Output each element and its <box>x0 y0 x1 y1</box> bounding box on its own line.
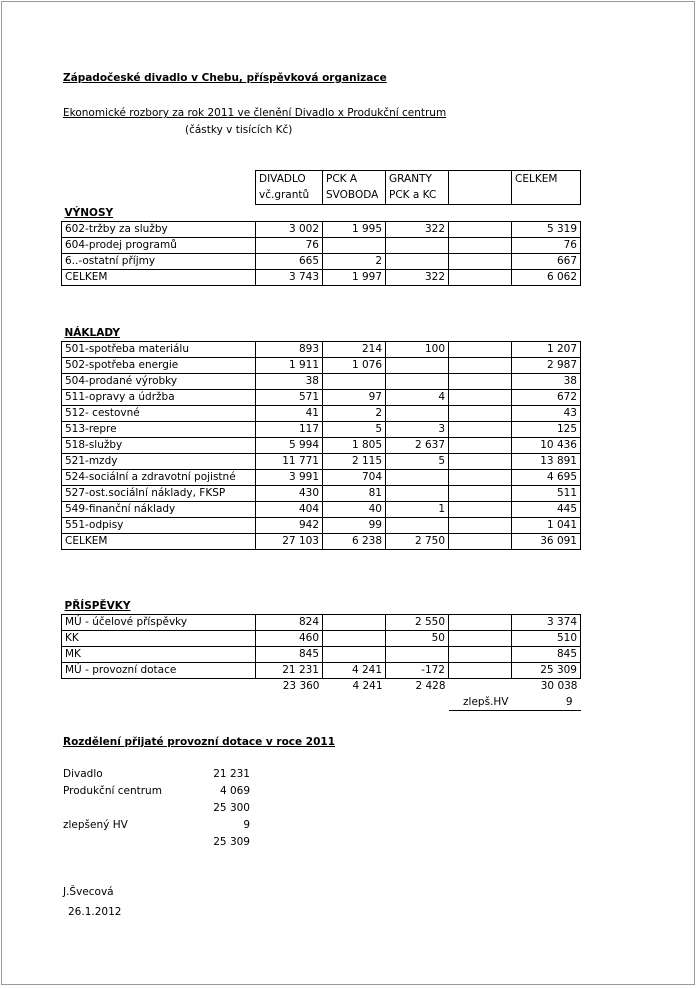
table-row <box>62 222 581 238</box>
organization-title: Západočeské divadlo v Chebu, příspěvková organizace <box>63 72 387 84</box>
cell-divadlo: 11 771 <box>256 453 323 469</box>
cell-granty: 1 <box>386 501 449 517</box>
zlepseni-value: 9 <box>512 694 581 710</box>
cell-granty <box>386 646 449 662</box>
cell-divadlo: 21 231 <box>256 662 323 678</box>
cell-empty <box>449 254 512 270</box>
distribution-label: zlepšený HV <box>63 819 128 831</box>
cell-empty <box>449 405 512 421</box>
row-label: MÚ - účelové příspěvky <box>62 614 256 630</box>
cell-celkem: 510 <box>512 630 581 646</box>
row-label: CELKEM <box>62 270 256 286</box>
cell-divadlo: 3 991 <box>256 469 323 485</box>
cell-pck <box>323 630 386 646</box>
cell-granty: 3 <box>386 421 449 437</box>
cell-granty: 322 <box>386 222 449 238</box>
cell-divadlo: 5 994 <box>256 437 323 453</box>
cell-pck: 5 <box>323 421 386 437</box>
cell-divadlo: 571 <box>256 389 323 405</box>
cell-celkem: 2 987 <box>512 357 581 373</box>
row-label: 6..-ostatní příjmy <box>62 254 256 270</box>
report-title: Ekonomické rozbory za rok 2011 ve členění Divadlo x Produkční centrum <box>63 107 447 119</box>
cell-divadlo: 27 103 <box>256 533 323 549</box>
header-divadlo: DIVADLO vč.grantů <box>256 171 323 205</box>
table-row <box>62 270 581 286</box>
cell-pck: 2 <box>323 254 386 270</box>
vynosy-section <box>62 205 581 286</box>
cell-pck: 1 995 <box>323 222 386 238</box>
cell-divadlo: 942 <box>256 517 323 533</box>
section-title: NÁKLADY <box>64 326 120 339</box>
cell-empty <box>449 389 512 405</box>
naklady-title-row <box>62 324 581 341</box>
header-pck: PCK A SVOBODA <box>323 171 386 205</box>
cell-empty <box>449 646 512 662</box>
cell-granty: 4 <box>386 389 449 405</box>
prispevky-title-row <box>62 597 581 614</box>
signature-name: J.Švecová <box>63 886 114 898</box>
signature-date: 26.1.2012 <box>68 906 122 918</box>
table-row <box>62 533 581 549</box>
cell-celkem: 76 <box>512 238 581 254</box>
cell-granty <box>386 373 449 389</box>
cell-pck <box>323 646 386 662</box>
zlepseni-label: zlepš.HV <box>449 694 512 710</box>
cell-granty: 2 750 <box>386 533 449 549</box>
cell-celkem: 1 041 <box>512 517 581 533</box>
cell-celkem: 13 891 <box>512 453 581 469</box>
cell-divadlo: 117 <box>256 421 323 437</box>
cell-celkem: 4 695 <box>512 469 581 485</box>
cell-divadlo: 665 <box>256 254 323 270</box>
table-row <box>62 254 581 270</box>
prispevky-section <box>62 597 581 678</box>
cell-granty: 2 550 <box>386 614 449 630</box>
cell-celkem: 1 207 <box>512 341 581 357</box>
row-label: 518-služby <box>62 437 256 453</box>
prispevky-totals-row <box>62 678 581 694</box>
cell-empty <box>449 517 512 533</box>
total-pck: 4 241 <box>352 680 383 692</box>
header-celkem: CELKEM <box>512 171 581 205</box>
distribution-value: 4 069 <box>219 785 250 797</box>
cell-empty <box>449 501 512 517</box>
table-header-row <box>62 171 581 205</box>
zlepseni-row <box>62 694 581 710</box>
cell-celkem: 3 374 <box>512 614 581 630</box>
table-row <box>62 238 581 254</box>
cell-empty <box>449 270 512 286</box>
cell-pck: 1 805 <box>323 437 386 453</box>
cell-pck <box>323 614 386 630</box>
distribution-value: 21 231 <box>213 768 250 780</box>
cell-granty <box>386 254 449 270</box>
table-row <box>62 485 581 501</box>
table-row <box>62 501 581 517</box>
cell-divadlo: 41 <box>256 405 323 421</box>
prispevky-table <box>61 597 581 711</box>
cell-celkem: 125 <box>512 421 581 437</box>
cell-empty <box>449 533 512 549</box>
row-label: 502-spotřeba energie <box>62 357 256 373</box>
cell-empty <box>449 630 512 646</box>
cell-celkem: 38 <box>512 373 581 389</box>
table-row <box>62 437 581 453</box>
cell-celkem: 672 <box>512 389 581 405</box>
table-row <box>62 389 581 405</box>
row-label: 527-ost.sociální náklady, FKSP <box>62 485 256 501</box>
row-label: CELKEM <box>62 533 256 549</box>
cell-celkem: 845 <box>512 646 581 662</box>
cell-granty <box>386 357 449 373</box>
cell-granty <box>386 485 449 501</box>
cell-granty: 100 <box>386 341 449 357</box>
row-label: 521-mzdy <box>62 453 256 469</box>
cell-pck <box>323 238 386 254</box>
cell-granty: 322 <box>386 270 449 286</box>
cell-empty <box>449 662 512 678</box>
table-row <box>62 405 581 421</box>
cell-divadlo: 824 <box>256 614 323 630</box>
section-title: PŘÍSPĚVKY <box>64 599 131 612</box>
cell-divadlo: 3 002 <box>256 222 323 238</box>
cell-pck: 704 <box>323 469 386 485</box>
cell-divadlo: 3 743 <box>256 270 323 286</box>
distribution-value: 25 300 <box>213 802 250 814</box>
header-granty: GRANTY PCK a KC <box>386 171 449 205</box>
cell-empty <box>449 437 512 453</box>
cell-divadlo: 1 911 <box>256 357 323 373</box>
distribution-label: Divadlo <box>63 768 103 780</box>
row-label: 602-tržby za služby <box>62 222 256 238</box>
row-label: 549-finanční náklady <box>62 501 256 517</box>
cell-empty <box>449 453 512 469</box>
naklady-table <box>61 324 581 550</box>
units-note: (částky v tisících Kč) <box>185 124 293 136</box>
cell-divadlo: 893 <box>256 341 323 357</box>
table-row <box>62 614 581 630</box>
cell-pck: 97 <box>323 389 386 405</box>
cell-empty <box>449 614 512 630</box>
row-label: MÚ - provozní dotace <box>62 662 256 678</box>
cell-empty <box>449 238 512 254</box>
cell-divadlo: 430 <box>256 485 323 501</box>
cell-granty <box>386 469 449 485</box>
distribution-title: Rozdělení přijaté provozní dotace v roce 2011 <box>63 736 336 748</box>
cell-celkem: 43 <box>512 405 581 421</box>
table-row <box>62 630 581 646</box>
cell-pck: 99 <box>323 517 386 533</box>
table-row <box>62 646 581 662</box>
cell-empty <box>449 222 512 238</box>
row-label: 501-spotřeba materiálu <box>62 341 256 357</box>
cell-pck: 6 238 <box>323 533 386 549</box>
row-label: 524-sociální a zdravotní pojistné <box>62 469 256 485</box>
cell-granty: 2 637 <box>386 437 449 453</box>
cell-empty <box>449 373 512 389</box>
section-title: VÝNOSY <box>64 207 114 219</box>
table-row <box>62 357 581 373</box>
cell-celkem: 445 <box>512 501 581 517</box>
cell-celkem: 5 319 <box>512 222 581 238</box>
cell-pck <box>323 373 386 389</box>
row-label: 504-prodané výrobky <box>62 373 256 389</box>
cell-granty <box>386 517 449 533</box>
cell-pck: 214 <box>323 341 386 357</box>
cell-granty: 50 <box>386 630 449 646</box>
cell-granty <box>386 238 449 254</box>
cell-empty <box>449 421 512 437</box>
cell-empty <box>449 357 512 373</box>
vynosy-title-row <box>62 205 581 222</box>
cell-celkem: 25 309 <box>512 662 581 678</box>
total-divadlo: 23 360 <box>282 680 320 692</box>
naklady-section <box>62 324 581 549</box>
cell-granty: -172 <box>386 662 449 678</box>
row-label: 513-repre <box>62 421 256 437</box>
economic-table <box>61 170 581 286</box>
cell-pck: 2 115 <box>323 453 386 469</box>
total-granty: 2 428 <box>415 680 446 692</box>
header-empty <box>449 171 512 205</box>
cell-empty <box>449 485 512 501</box>
cell-granty: 5 <box>386 453 449 469</box>
cell-divadlo: 845 <box>256 646 323 662</box>
report-page <box>1 1 695 985</box>
cell-pck: 1 076 <box>323 357 386 373</box>
cell-celkem: 36 091 <box>512 533 581 549</box>
cell-divadlo: 404 <box>256 501 323 517</box>
cell-celkem: 6 062 <box>512 270 581 286</box>
cell-divadlo: 76 <box>256 238 323 254</box>
cell-empty <box>449 469 512 485</box>
row-label: 604-prodej programů <box>62 238 256 254</box>
cell-celkem: 10 436 <box>512 437 581 453</box>
cell-pck: 2 <box>323 405 386 421</box>
cell-divadlo: 38 <box>256 373 323 389</box>
table-row <box>62 517 581 533</box>
cell-celkem: 667 <box>512 254 581 270</box>
cell-pck: 40 <box>323 501 386 517</box>
cell-granty <box>386 405 449 421</box>
row-label: 512- cestovné <box>62 405 256 421</box>
cell-celkem: 511 <box>512 485 581 501</box>
table-row <box>62 453 581 469</box>
table-row <box>62 373 581 389</box>
row-label: MK <box>62 646 256 662</box>
cell-pck: 81 <box>323 485 386 501</box>
cell-empty <box>449 341 512 357</box>
cell-pck: 4 241 <box>323 662 386 678</box>
cell-divadlo: 460 <box>256 630 323 646</box>
cell-pck: 1 997 <box>323 270 386 286</box>
table-row <box>62 662 581 678</box>
distribution-value: 9 <box>243 819 250 831</box>
row-label: 551-odpisy <box>62 517 256 533</box>
distribution-label: Produkční centrum <box>63 785 162 797</box>
row-label: KK <box>62 630 256 646</box>
distribution-value: 25 309 <box>213 836 250 848</box>
row-label: 511-opravy a údržba <box>62 389 256 405</box>
table-row <box>62 341 581 357</box>
total-celkem: 30 038 <box>540 680 578 692</box>
table-row <box>62 421 581 437</box>
table-row <box>62 469 581 485</box>
